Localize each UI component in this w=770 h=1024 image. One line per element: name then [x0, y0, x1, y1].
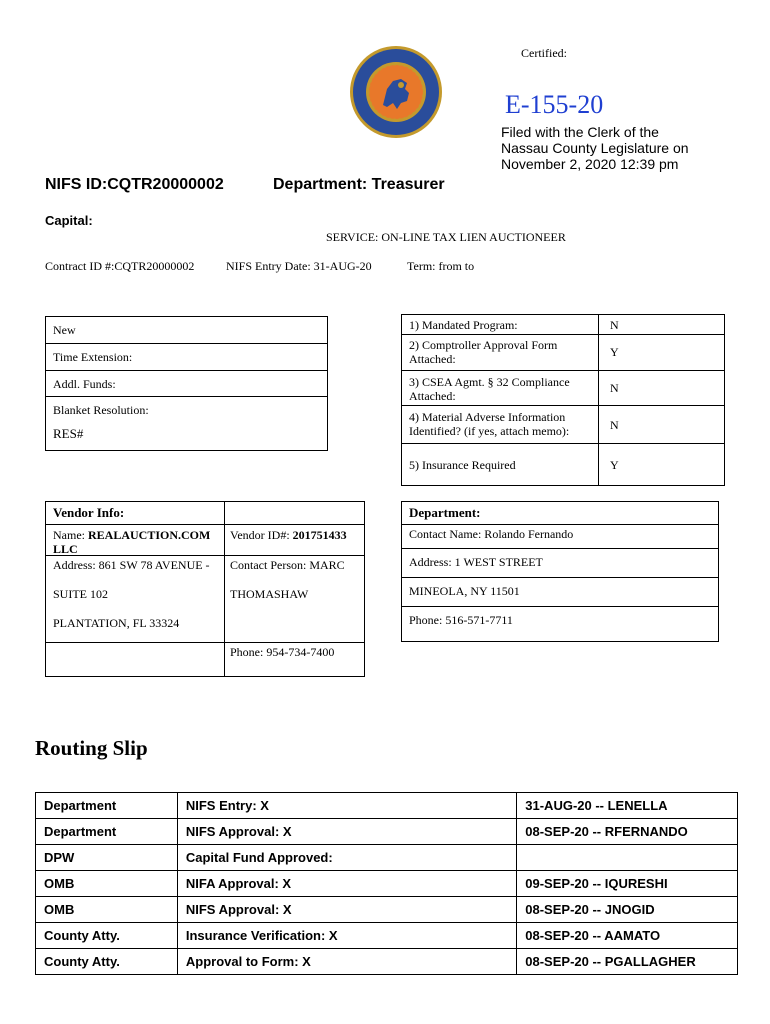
table-row	[36, 923, 738, 949]
routing-dept: County Atty.	[36, 923, 178, 949]
routing-dept: OMB	[36, 871, 178, 897]
divider	[598, 314, 599, 486]
routing-dept: Department	[36, 819, 178, 845]
vendor-name-value: REALAUCTION.COM LLC	[53, 528, 211, 556]
nifs-id: NIFS ID:CQTR20000002	[45, 176, 224, 193]
res-label: RES#	[53, 426, 84, 441]
vendor-address-line2: SUITE 102	[53, 587, 108, 601]
vendor-phone: Phone: 954-734-7400	[230, 645, 335, 659]
filed-notice	[501, 124, 689, 172]
table-row	[36, 897, 738, 923]
time-extension-label: Time Extension:	[53, 350, 133, 364]
term: Term: from to	[407, 259, 475, 273]
label-line: Attached:	[409, 352, 456, 366]
insurance-required-value: Y	[610, 458, 619, 472]
routing-dept: County Atty.	[36, 949, 178, 975]
addl-funds-label: Addl. Funds:	[53, 377, 116, 391]
new-label: New	[53, 323, 76, 337]
label-line: 3) CSEA Agmt. § 32 Compliance	[409, 375, 570, 389]
capital-label: Capital:	[45, 213, 93, 228]
divider	[401, 548, 719, 549]
routing-action: Insurance Verification: X	[177, 923, 516, 949]
divider	[401, 405, 725, 406]
entry-date: NIFS Entry Date: 31-AUG-20	[226, 259, 372, 273]
material-adverse-label	[409, 410, 569, 438]
table-row	[36, 949, 738, 975]
routing-dept: Department	[36, 793, 178, 819]
routing-stamp: 31-AUG-20 -- LENELLA	[517, 793, 738, 819]
routing-action: NIFS Approval: X	[177, 897, 516, 923]
table-row	[36, 793, 738, 819]
material-adverse-value: N	[610, 418, 619, 432]
table-row	[36, 819, 738, 845]
routing-dept: OMB	[36, 897, 178, 923]
mandated-program-value: N	[610, 318, 619, 332]
certified-label: Certified:	[521, 46, 567, 60]
routing-stamp: 08-SEP-20 -- RFERNANDO	[517, 819, 738, 845]
csea-compliance-value: N	[610, 381, 619, 395]
label-line: 2) Comptroller Approval Form	[409, 338, 558, 352]
vendor-id	[230, 528, 347, 542]
insurance-required-label: 5) Insurance Required	[409, 458, 516, 472]
department-city: MINEOLA, NY 11501	[409, 584, 520, 598]
divider	[45, 396, 328, 397]
department-phone: Phone: 516-571-7711	[409, 613, 513, 627]
label-line: Identified? (if yes, attach memo):	[409, 424, 570, 438]
table-row	[36, 871, 738, 897]
routing-stamp: 08-SEP-20 -- JNOGID	[517, 897, 738, 923]
routing-action: NIFA Approval: X	[177, 871, 516, 897]
routing-action: NIFS Approval: X	[177, 819, 516, 845]
divider	[45, 370, 328, 371]
blanket-resolution-label: Blanket Resolution:	[53, 403, 149, 417]
vendor-contact-person-cont: THOMASHAW	[230, 587, 309, 601]
divider	[45, 524, 365, 525]
vendor-contact-person: Contact Person: MARC	[230, 558, 345, 572]
routing-action: NIFS Entry: X	[177, 793, 516, 819]
label-line: Attached:	[409, 389, 456, 403]
vendor-address-line1: Address: 861 SW 78 AVENUE -	[53, 558, 210, 572]
divider	[401, 606, 719, 607]
filed-line: Nassau County Legislature on	[501, 140, 689, 156]
filed-line: November 2, 2020 12:39 pm	[501, 156, 679, 172]
comptroller-approval-label	[409, 338, 557, 366]
routing-slip-title: Routing Slip	[35, 736, 148, 760]
routing-action: Capital Fund Approved:	[177, 845, 516, 871]
divider	[401, 334, 725, 335]
vendor-name	[53, 528, 221, 556]
vendor-name-label: Name:	[53, 528, 88, 542]
file-number: E-155-20	[505, 90, 604, 119]
vendor-info-title: Vendor Info:	[53, 505, 125, 520]
routing-stamp: 08-SEP-20 -- PGALLAGHER	[517, 949, 738, 975]
routing-stamp	[517, 845, 738, 871]
divider	[401, 524, 719, 525]
routing-stamp: 08-SEP-20 -- AAMATO	[517, 923, 738, 949]
department-title: Department: Treasurer	[273, 176, 445, 193]
mandated-program-label: 1) Mandated Program:	[409, 318, 518, 332]
department-info-title: Department:	[409, 505, 481, 520]
routing-stamp: 09-SEP-20 -- IQURESHI	[517, 871, 738, 897]
vendor-id-label: Vendor ID#:	[230, 528, 293, 542]
routing-dept: DPW	[36, 845, 178, 871]
table-row	[36, 845, 738, 871]
csea-compliance-label	[409, 375, 570, 403]
contract-id: Contract ID #:CQTR20000002	[45, 259, 195, 273]
label-line: 4) Material Adverse Information	[409, 410, 566, 424]
divider	[45, 642, 365, 643]
filed-line: Filed with the Clerk of the	[501, 124, 659, 140]
divider	[224, 501, 225, 677]
vendor-id-value: 201751433	[292, 528, 347, 542]
county-seal-icon	[349, 45, 443, 139]
routing-action: Approval to Form: X	[177, 949, 516, 975]
divider	[45, 343, 328, 344]
service-line: SERVICE: ON-LINE TAX LIEN AUCTIONEER	[326, 230, 566, 244]
divider	[401, 443, 725, 444]
department-address: Address: 1 WEST STREET	[409, 555, 543, 569]
comptroller-approval-value: Y	[610, 345, 619, 359]
divider	[401, 577, 719, 578]
vendor-address-line3: PLANTATION, FL 33324	[53, 616, 180, 630]
routing-table	[35, 792, 738, 975]
department-contact: Contact Name: Rolando Fernando	[409, 527, 574, 541]
divider	[224, 555, 365, 556]
divider	[401, 370, 725, 371]
